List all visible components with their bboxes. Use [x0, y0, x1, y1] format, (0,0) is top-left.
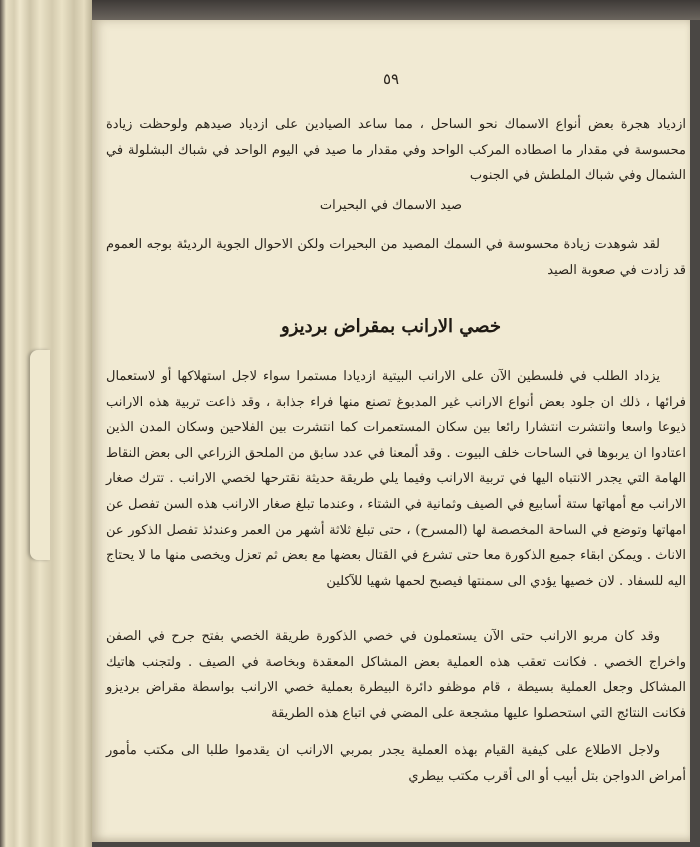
- rabbit-paragraph-2-text: وقد كان مربو الارانب حتى الآن يستعملون في خصي الذكورة طريقة الخصي بفتح جرح في الصفن واخراج الخصي . فكانت تعقب هذه العملية بعض المشاكل المعقدة وبخاصة في الصيف . ولتجنب هاتيك المشاكل وجعل العملية بسيطة ، قام موظفو دائرة البيطرة بعملية خصي الارانب بواسطة مقراض برديزو فكانت النتائج التي استحصلوا عليها مشجعة على المضي في اتباع هذه الطريقة: [106, 629, 686, 721]
- lakes-paragraph-text: لقد شوهدت زيادة محسوسة في السمك المصيد من البحيرات ولكن الاحوال الجوية الرديئة بوجه العموم قد زادت في صعوبة الصيد: [106, 237, 686, 278]
- section-title: خصي الارانب بمقراض برديزو: [281, 316, 501, 337]
- lakes-paragraph: [106, 232, 686, 283]
- rabbit-paragraph-3-text: ولاجل الاطلاع على كيفية القيام بهذه العملية يجدر بمربي الارانب ان يقدموا طلبا الى مكتب مأمور أمراض الدواجن بتل أبيب أو الى أقرب مكتب بيطري: [106, 743, 686, 784]
- lakes-subheading: صيد الاسماك في البحيرات: [319, 198, 463, 213]
- intro-paragraph: [106, 112, 686, 189]
- rabbit-paragraph-2: [106, 624, 686, 726]
- rabbit-paragraph-3: [106, 738, 686, 789]
- page-tab-edge: [30, 350, 50, 560]
- scanner-top-strip: [0, 0, 700, 20]
- intro-paragraph-text: ازدياد هجرة بعض أنواع الاسماك نحو الساحل ، مما ساعد الصيادين على ازدياد صيدهم ولوحظت زيادة محسوسة في مقدار ما اصطاده المركب الواحد وفي مقدار ما صيد في اليوم الواحد في شباك البشلولة في الشمال وفي شباك الملطش في الجنوب: [106, 117, 686, 184]
- rabbit-paragraph-1-text: يزداد الطلب في فلسطين الآن على الارانب البيتية ازديادا مستمرا سواء لاجل استهلاكها أو لاستعمال فرائها ، ذلك ان جلود بعض أنواع الارانب غير المدبوغ تصنع منها فراء جذابة ، وقد ذاعت تربية هذه الارانب ذيوعا واسعا وانتشرت انتشارا رائعا بين سكان المستعمرات كما انتشرت بين الفلاحين وسكان المدن الذين اعتادوا ان يربوها في الساحات خلف البيوت . وقد ألمعنا في عدد سابق من الملحق الزراعي الى بعض النقاط الهامة التي يجدر الانتباه اليها في تربية الارانب وفيما يلي طريقة حديثة نقترحها لخصي الارانب . تترك صغار الارانب مع أمهاتها ستة أسابيع في الصيف وثمانية في الشتاء ، وعندما تبلغ صغار الارانب هذه السن تفصل عن امهاتها وتوضع في الساحة المخصصة لها (المسرح) ، حتى تبلغ ثلاثة أشهر من العمر وعندئذ تفصل الذكور عن الاناث . ويمكن ابقاء جميع الذكورة معا حتى تشرع في القتال بعضها مع بعض ثم تعزل ويخصى منها ما لا يحتاج اليه للسفاد . لان خصيها يؤدي الى سمنتها فيصبح لحمها شهيا للآكلين: [106, 369, 686, 589]
- book-page: [92, 20, 690, 842]
- rabbit-paragraph-1: [106, 364, 686, 594]
- page-number: ٥٩: [382, 70, 400, 88]
